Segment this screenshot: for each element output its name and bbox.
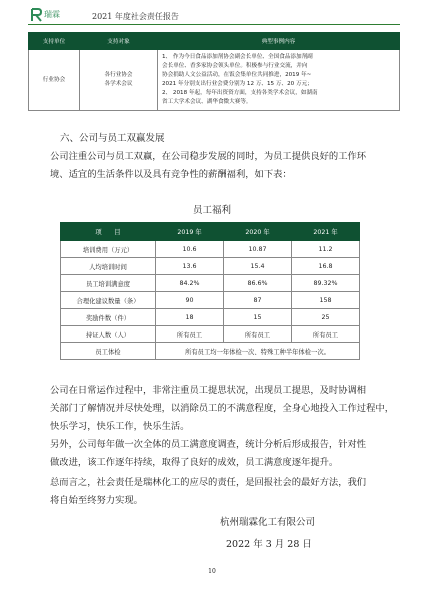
text-line: 将自始至终努力实现。 bbox=[50, 495, 143, 506]
table-header-cell: 2020 年 bbox=[223, 223, 291, 241]
company-logo-icon bbox=[30, 8, 42, 22]
table-cell bbox=[158, 50, 400, 111]
text-line: 公司注重公司与员工双赢，在公司稳步发展的同时，为员工提供良好的工作环 bbox=[50, 151, 367, 162]
cell-line: 省工大学术会议、湖华食微大赛等。 bbox=[162, 99, 252, 105]
paragraph bbox=[50, 436, 412, 472]
table-header-cell: 项 目 bbox=[61, 223, 156, 241]
table-title: 员工福利 bbox=[192, 205, 231, 216]
table-cell: 18 bbox=[156, 309, 224, 326]
text-line: 做改进，该工作逐年持续，取得了良好的成效，员工满意度逐年提升。 bbox=[50, 457, 339, 468]
table-header-row bbox=[61, 223, 360, 241]
table-cell: 84.2% bbox=[156, 275, 224, 292]
table-cell: 员工培训满意度 bbox=[61, 275, 156, 292]
section-heading: 六、公司与员工双赢发展 bbox=[60, 133, 165, 144]
table-cell: 10.87 bbox=[223, 241, 291, 258]
paragraph bbox=[50, 382, 412, 436]
report-title: 2021 年度社会责任报告 bbox=[92, 12, 179, 21]
table-cell: 158 bbox=[291, 292, 359, 309]
table-cell: 合理化建议数量（条） bbox=[61, 292, 156, 309]
table-row bbox=[29, 50, 400, 111]
table-cell: 16.8 bbox=[291, 258, 359, 275]
text-line: 关部门了解情况并尽快处理，以消除员工的不满意程度，全身心地投入工作过程中， bbox=[50, 403, 394, 414]
table-cell: 所有员工 bbox=[223, 326, 291, 343]
text-line: 境、适宜的生活条件以及具有竞争性的薪酬福利，如下表： bbox=[50, 169, 292, 180]
table-cell: 89.32% bbox=[291, 275, 359, 292]
table-row bbox=[61, 343, 360, 360]
paragraph bbox=[50, 148, 410, 184]
cell-line: 1、 作为今日食品添加剂协会副会长单位、全国食品添加剂副 bbox=[162, 54, 313, 60]
table-cell: 持证人数（人） bbox=[61, 326, 156, 343]
table-cell: 员工体检 bbox=[61, 343, 156, 360]
table-cell: 90 bbox=[156, 292, 224, 309]
company-signature: 杭州瑞霖化工有限公司 bbox=[220, 517, 316, 528]
table-cell: 25 bbox=[291, 309, 359, 326]
table-cell: 行业协会 bbox=[29, 50, 80, 111]
table-cell: 10.6 bbox=[156, 241, 224, 258]
table-cell: 86.6% bbox=[223, 275, 291, 292]
table-cell: 培训费用（万元） bbox=[61, 241, 156, 258]
table-cell: 11.2 bbox=[291, 241, 359, 258]
text-line: 公司在日常运作过程中，非常注重员工提思状况，出现员工提思，及时协调相 bbox=[50, 385, 367, 396]
header-divider bbox=[28, 24, 400, 25]
table-row bbox=[61, 326, 360, 343]
page-number: 10 bbox=[208, 568, 216, 575]
paragraph bbox=[50, 474, 412, 510]
table-cell: 所有员工均一年体检一次、特殊工种半年体检一次。 bbox=[156, 343, 360, 360]
table-cell: 87 bbox=[223, 292, 291, 309]
table-header-cell: 支持单位 bbox=[29, 33, 80, 50]
table-row bbox=[61, 258, 360, 275]
table-cell: 15.4 bbox=[223, 258, 291, 275]
support-table bbox=[28, 32, 400, 111]
table-header-row bbox=[29, 33, 400, 50]
cell-line: 协会捐助人文公益活动，在饭会集单位共同推进，2019 年~ bbox=[162, 72, 312, 78]
table-header-cell: 典型事例内容 bbox=[158, 33, 400, 50]
table-cell: 人均培训时间 bbox=[61, 258, 156, 275]
text-line: 总而言之，社会责任是瑞林化工的应尽的责任，是回报社会的最好方法，我们 bbox=[50, 477, 367, 488]
table-header-cell: 2021 年 bbox=[291, 223, 359, 241]
cell-line: 会长单位、香多家协会领头单位。积极参与行业交流，并向 bbox=[162, 63, 308, 69]
table-cell: 所有员工 bbox=[291, 326, 359, 343]
table-header-cell: 2019 年 bbox=[156, 223, 224, 241]
table-cell: 13.6 bbox=[156, 258, 224, 275]
text-line: 快乐学习，快乐工作，快乐生活。 bbox=[50, 421, 190, 432]
cell-line: 各学术会议 bbox=[104, 81, 133, 87]
table-row bbox=[61, 309, 360, 326]
table-row bbox=[61, 241, 360, 258]
cell-line: 2021 年分别支出行业会费分别为 12 万、15 万、20 万元； bbox=[162, 81, 313, 87]
signature-date: 2022 年 3 月 28 日 bbox=[226, 539, 312, 550]
table-cell bbox=[80, 50, 158, 111]
table-header-cell: 支持对象 bbox=[80, 33, 158, 50]
logo-text: 瑞霖 bbox=[44, 10, 60, 19]
cell-line: 2、 2018 年起，每年出资资方面，支持各类学术会议，如湖南 bbox=[162, 90, 318, 96]
table-cell: 所有员工 bbox=[156, 326, 224, 343]
table-cell: 奖励件数（件） bbox=[61, 309, 156, 326]
table-row bbox=[61, 275, 360, 292]
benefits-table bbox=[60, 222, 360, 360]
cell-line: 各行业协会 bbox=[104, 72, 133, 78]
text-line: 另外，公司每年做一次全体的员工满意度调查，统计分析后形成报告，针对性 bbox=[50, 439, 367, 450]
table-row bbox=[61, 292, 360, 309]
page-header bbox=[30, 8, 400, 28]
table-cell: 15 bbox=[223, 309, 291, 326]
